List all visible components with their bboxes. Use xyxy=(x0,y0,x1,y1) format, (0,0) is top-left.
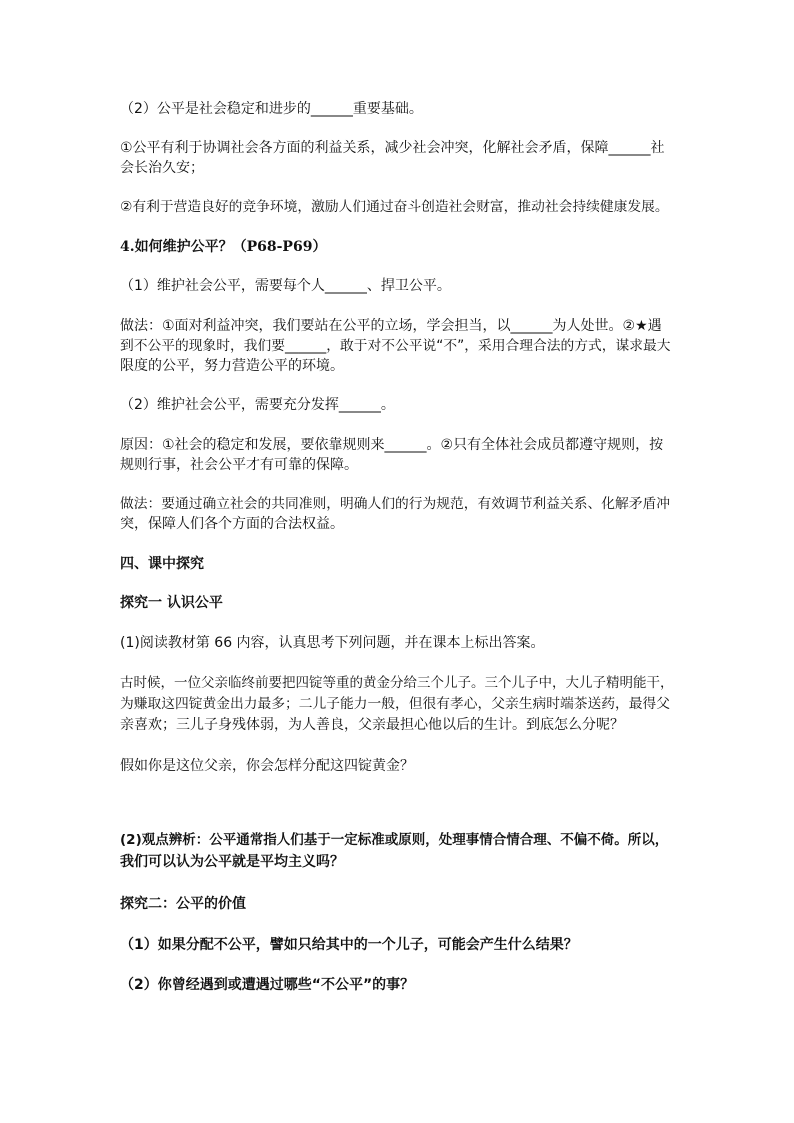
subsection-heading: 探究二：公平的价值 xyxy=(120,896,246,912)
paragraph-line: ①公平有利于协调社会各方面的利益关系，减少社会冲突，化解社会矛盾，保障______社 xyxy=(120,140,665,156)
paragraph-line: 会长治久安； xyxy=(120,160,204,176)
subsection-heading: 探究一 认识公平 xyxy=(120,595,223,611)
paragraph-line: 规则行事，社会公平才有可靠的保障。 xyxy=(120,457,358,473)
paragraph-line: 古时候，一位父亲临终前要把四锭等重的黄金分给三个儿子。三个儿子中，大儿子精明能干， xyxy=(120,675,674,691)
section-heading: 4.如何维护公平？（P68-P69） xyxy=(120,239,327,255)
paragraph-line: 亲喜欢；三儿子身残体弱，为人善良，父亲最担心他以后的生计。到底怎么分呢？ xyxy=(120,717,624,733)
paragraph-line: 做法：要通过确立社会的共同准则，明确人们的行为规范，有效调节利益关系、化解矛盾冲 xyxy=(120,496,671,512)
paragraph-line: （1）维护社会公平，需要每个人______、捍卫公平。 xyxy=(120,278,451,294)
paragraph-line: 限度的公平，努力营造公平的环境。 xyxy=(120,358,344,374)
paragraph-line: 做法：①面对利益冲突，我们要站在公平的立场，学会担当，以______为人处世。②★遇 xyxy=(120,318,662,334)
paragraph-line: （2）维护社会公平，需要充分发挥______。 xyxy=(120,397,395,413)
question-line: 假如你是这位父亲，你会怎样分配这四锭黄金？ xyxy=(120,758,414,774)
paragraph-line: 到不公平的现象时，我们要______，敢于对不公平说“不”，采用合理合法的方式，谋求最大 xyxy=(120,338,671,354)
question-line: （1）如果分配不公平，譬如只给其中的一个儿子，可能会产生什么结果？ xyxy=(120,937,578,953)
question-line: (2)观点辨析：公平通常指人们基于一定标准或原则，处理事情合情合理、不偏不倚。所以， xyxy=(120,832,669,848)
paragraph-line: (1)阅读教材第 66 内容，认真思考下列问题，并在课本上标出答案。 xyxy=(120,635,545,651)
paragraph-line: ②有利于营造良好的竞争环境，激励人们通过奋斗创造社会财富，推动社会持续健康发展。 xyxy=(120,199,669,215)
paragraph-line: 原因：①社会的稳定和发展，要依靠规则来______。②只有全体社会成员都遵守规则，按 xyxy=(120,437,664,453)
paragraph-line: （2）公平是社会稳定和进步的______重要基础。 xyxy=(120,101,423,117)
paragraph-line: 突，保障人们各个方面的合法权益。 xyxy=(120,516,344,532)
paragraph-line: 为赚取这四锭黄金出力最多；二儿子能力一般，但很有孝心，父亲生病时端茶送药，最得父 xyxy=(120,696,671,712)
question-line: 我们可以认为公平就是平均主义吗？ xyxy=(120,854,344,870)
question-line: （2）你曾经遇到或遭遇过哪些“不公平”的事？ xyxy=(120,977,415,993)
section-heading: 四、课中探究 xyxy=(120,556,204,572)
